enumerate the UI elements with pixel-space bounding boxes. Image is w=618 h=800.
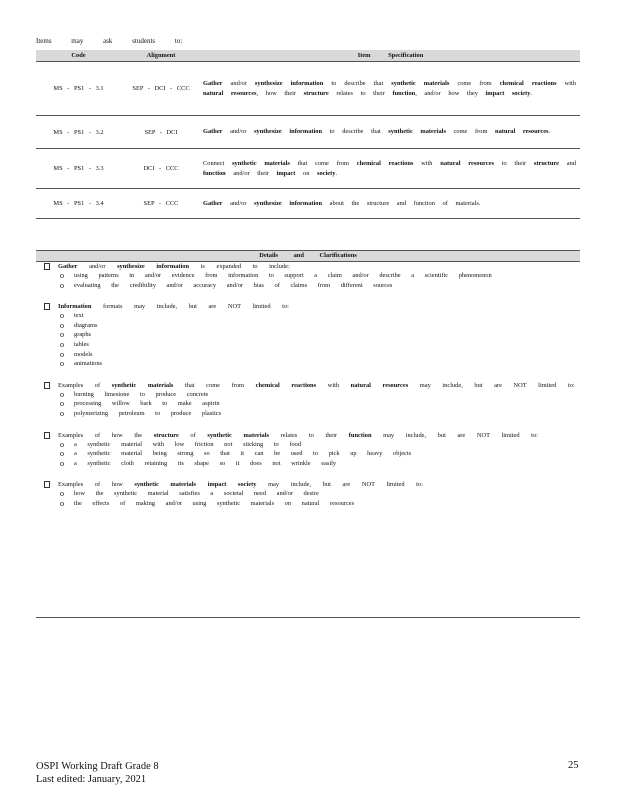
list-item-text: graphs	[74, 331, 92, 339]
specification-text: Gather	[203, 199, 223, 207]
circle-bullet-icon: o	[60, 320, 64, 330]
standard-code: MS - PS1 - 3.1	[36, 62, 121, 116]
detail-lead-text: and/or	[77, 263, 118, 270]
list-item-text: diagrams	[74, 321, 98, 329]
specification-text: and/or	[222, 80, 255, 88]
specification-text: natural resources	[440, 160, 494, 168]
list-item	[36, 390, 580, 400]
list-item-text: the effects of making and/or using synthetic materials on natural resources	[74, 499, 355, 507]
square-bullet-icon	[44, 382, 50, 389]
specification-text: society	[317, 169, 336, 177]
specification-text: with	[413, 160, 441, 168]
detail-block	[36, 262, 580, 290]
footer-draft-label: OSPI Working Draft Grade 8	[36, 761, 159, 772]
list-item-text: a synthetic cloth retaining its shape so it does not wrinkle easily	[74, 459, 337, 467]
list-item	[36, 281, 580, 291]
circle-bullet-icon: o	[60, 498, 64, 508]
footer	[36, 760, 159, 786]
circle-bullet-icon: o	[60, 439, 64, 449]
item-specification	[201, 189, 580, 219]
circle-bullet-icon: o	[60, 458, 64, 468]
detail-lead-text: natural resources	[350, 381, 409, 389]
detail-lead-text: relates to their	[269, 431, 349, 439]
list-item	[36, 440, 580, 450]
detail-lead-text: function	[348, 431, 372, 439]
specification-text: to describe that	[323, 80, 392, 88]
detail-lead	[36, 302, 580, 311]
square-bullet-icon	[44, 263, 50, 270]
circle-bullet-icon: o	[60, 359, 64, 369]
specification-text: .	[548, 128, 551, 136]
list-item	[36, 399, 580, 409]
specification-text: synthesize	[254, 199, 282, 207]
detail-lead	[36, 381, 580, 390]
footer-last-edited: Last edited: January, 2021	[36, 774, 147, 785]
list-item	[36, 350, 580, 360]
detail-lead-text: formats may include, but are NOT limited to:	[91, 303, 289, 311]
specification-text: function	[392, 89, 416, 97]
list-item	[36, 271, 580, 281]
circle-bullet-icon: o	[60, 271, 64, 280]
specification-text: and/or	[222, 199, 255, 207]
circle-bullet-icon: o	[60, 339, 64, 349]
specification-text: and	[559, 160, 576, 168]
bottom-divider	[36, 617, 580, 618]
detail-lead	[36, 480, 580, 489]
standard-code: MS - PS1 - 3.4	[36, 189, 121, 219]
detail-lead-text: may include, but are NOT limited to:	[256, 481, 423, 489]
detail-lead-text: synthesize	[117, 263, 145, 270]
specification-text: Gather	[203, 80, 223, 88]
circle-bullet-icon: o	[60, 449, 64, 459]
detail-lead-text: Information	[58, 303, 92, 311]
table-header-row	[36, 50, 580, 62]
specification-text: synthetic materials	[232, 160, 290, 168]
list-item-text: a synthetic material with low friction not sticking to food	[74, 440, 302, 448]
page-number: 25	[568, 760, 579, 771]
list-item-text: using patterns in and/or evidence from information to support a claim and/or describe a scientific phenomenon	[74, 272, 492, 279]
header-specification: Item Specification	[201, 50, 580, 62]
list-item-text: processing willow bark to make aspirin	[74, 400, 220, 408]
detail-lead-text: impact society	[207, 481, 257, 489]
detail-block	[36, 431, 580, 469]
specification-text: and/or their	[225, 169, 277, 177]
detail-block	[36, 381, 580, 419]
detail-lead	[36, 262, 580, 271]
specification-text: on	[295, 169, 317, 177]
circle-bullet-icon: o	[60, 389, 64, 399]
list-item-text: how the synthetic material satisfies a societal need and/or desire	[74, 490, 319, 498]
standard-code: MS - PS1 - 3.2	[36, 116, 121, 149]
detail-lead-text: Examples of how	[58, 481, 135, 489]
detail-lead-text	[145, 263, 157, 270]
specification-text: come from	[449, 80, 500, 88]
detail-lead-text: structure	[153, 431, 179, 439]
list-item	[36, 409, 580, 419]
detail-lead-text: of	[178, 431, 208, 439]
detail-lead-text: with	[316, 381, 351, 389]
item-specification	[201, 62, 580, 116]
table-row	[36, 149, 580, 189]
detail-lead-text: Examples of	[58, 381, 112, 389]
list-item-text: models	[74, 350, 93, 358]
table-row	[36, 116, 580, 149]
detail-lead-text: synthetic materials	[134, 481, 196, 489]
specification-text: function	[203, 169, 226, 177]
specification-text: .	[335, 169, 338, 177]
specification-text: information	[290, 80, 324, 88]
specification-text: synthesize	[254, 128, 282, 136]
circle-bullet-icon: o	[60, 349, 64, 359]
detail-lead-text: is expanded to include:	[189, 263, 290, 270]
specification-text: with	[556, 80, 576, 88]
specification-text: structure	[303, 89, 329, 97]
specification-text: that come from	[289, 160, 357, 168]
square-bullet-icon	[44, 303, 50, 310]
detail-lead-text: synthetic materials	[111, 381, 174, 389]
specification-text: to describe that	[322, 128, 389, 136]
list-item	[36, 321, 580, 331]
list-item	[36, 499, 580, 509]
specification-text: .	[530, 89, 533, 97]
circle-bullet-icon: o	[60, 489, 64, 499]
intro-text: Items may ask students to:	[36, 37, 183, 45]
list-item-text: a synthetic material being strong so that it can be used to pick up heavy objects	[74, 450, 412, 458]
list-item-text: animations	[74, 360, 103, 368]
list-item	[36, 340, 580, 350]
list-item-text: evaluating the credibility and/or accuracy and/or bias of claims from different sources	[74, 281, 393, 289]
details-header: Details and Clarifications	[36, 250, 580, 262]
item-specification	[201, 149, 580, 189]
circle-bullet-icon: o	[60, 330, 64, 340]
list-item-text: burning limestone to produce concrete	[74, 390, 209, 398]
circle-bullet-icon: o	[60, 311, 64, 321]
specification-text: impact society	[485, 89, 531, 97]
specification-text: , and/or how they	[415, 89, 486, 97]
specification-text: structure	[533, 160, 559, 168]
standard-alignment: SEP - DCI	[121, 116, 201, 149]
specification-text: , how their	[256, 89, 304, 97]
standard-alignment: SEP - DCI - CCC	[121, 62, 201, 116]
detail-lead-text: information	[156, 263, 190, 270]
specification-text: information	[289, 128, 323, 136]
detail-block	[36, 480, 580, 508]
list-item	[36, 449, 580, 459]
table-row	[36, 62, 580, 116]
header-code: Code	[36, 50, 121, 62]
specification-text: relates to their	[328, 89, 393, 97]
detail-lead	[36, 431, 580, 440]
list-item	[36, 489, 580, 499]
detail-lead-text: Gather	[58, 263, 78, 270]
standard-alignment: SEP - CCC	[121, 189, 201, 219]
detail-lead-text	[196, 481, 208, 488]
circle-bullet-icon: o	[60, 408, 64, 418]
detail-lead-text: chemical reactions	[255, 381, 317, 389]
circle-bullet-icon: o	[60, 280, 64, 290]
specification-text: to their	[493, 160, 534, 168]
detail-lead-text: may include, but are NOT limited to:	[408, 381, 575, 389]
specification-text: Connect	[203, 160, 233, 168]
list-item	[36, 459, 580, 469]
detail-lead-text: may include, but are NOT limited to:	[371, 431, 538, 439]
header-alignment: Alignment	[121, 50, 201, 62]
specification-text: synthesize	[254, 80, 283, 88]
specification-text: chemical reactions	[499, 80, 557, 88]
item-specification-table	[36, 50, 580, 219]
specification-text: about the structure and function of materials.	[322, 199, 481, 207]
detail-lead-text: Examples of how the	[58, 431, 154, 439]
detail-lead-text: that come from	[173, 381, 256, 389]
specification-text: Gather	[203, 128, 223, 136]
list-item-text: text	[74, 312, 84, 320]
specification-text: synthetic materials	[391, 80, 450, 88]
specification-text: synthetic materials	[388, 128, 446, 136]
detail-block	[36, 302, 580, 369]
specification-text: information	[289, 199, 323, 207]
specification-text	[283, 80, 291, 87]
specification-text: natural resources	[495, 128, 549, 136]
detail-lead-text: synthetic materials	[207, 431, 270, 439]
list-item-text: polymerizing petroleum to produce plastics	[74, 409, 222, 417]
list-item	[36, 359, 580, 369]
list-item	[36, 311, 580, 321]
specification-text: come from	[445, 128, 496, 136]
standard-code: MS - PS1 - 3.3	[36, 149, 121, 189]
list-item	[36, 330, 580, 340]
specification-text: chemical reactions	[356, 160, 414, 168]
table-row	[36, 189, 580, 219]
specification-text: and/or	[222, 128, 255, 136]
specification-text: natural resources	[203, 89, 257, 97]
square-bullet-icon	[44, 481, 50, 488]
circle-bullet-icon: o	[60, 399, 64, 409]
list-item-text: tables	[74, 340, 89, 348]
square-bullet-icon	[44, 432, 50, 439]
standard-alignment: DCI - CCC	[121, 149, 201, 189]
specification-text: impact	[276, 169, 296, 177]
item-specification	[201, 116, 580, 149]
details-list	[36, 262, 580, 521]
